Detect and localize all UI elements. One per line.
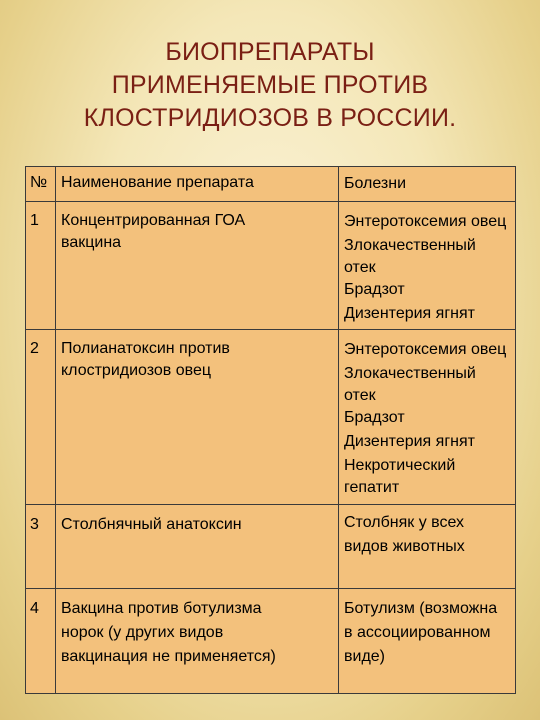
diseases-list (339, 202, 516, 330)
name-line: Столбнячный анатоксин (61, 516, 242, 533)
diseases-list (339, 505, 516, 589)
row-number: 1 (26, 202, 56, 330)
table-row (26, 589, 516, 694)
disease-line: Столбняк у всех (344, 514, 465, 531)
slide-title-line-2: ПРИМЕНЯЕМЫЕ ПРОТИВ (111, 71, 429, 99)
slide-title-line-3: КЛОСТРИДИОЗОВ В РОССИИ. (83, 104, 457, 132)
disease-line: Брадзот (344, 281, 405, 298)
preparation-name (56, 330, 339, 505)
preparation-name (56, 505, 339, 589)
disease-line: Энтеротоксемия овец (344, 213, 507, 230)
disease-line: Злокачественный (344, 237, 476, 254)
preparation-name (56, 589, 339, 694)
name-line: Полианатоксин против (61, 340, 230, 357)
table-row (26, 505, 516, 589)
disease-line: Некротический (344, 457, 456, 474)
disease-line: отек (344, 387, 376, 404)
slide-title-line-1: БИОПРЕПАРАТЫ (165, 38, 375, 66)
diseases-list (339, 589, 516, 694)
name-line: вакцина (61, 234, 122, 251)
table-row (26, 202, 516, 330)
row-number: 4 (26, 589, 56, 694)
diseases-list (339, 330, 516, 505)
header-number: № (26, 167, 56, 202)
disease-line: Злокачественный (344, 365, 476, 382)
header-name: Наименование препарата (56, 167, 339, 202)
name-line: Вакцина против ботулизма (61, 600, 262, 617)
table-row (26, 330, 516, 505)
name-line: клостридиозов овец (61, 362, 212, 379)
disease-line: Дизентерия ягнят (344, 305, 475, 322)
disease-line: гепатит (344, 479, 400, 496)
disease-line: отек (344, 259, 376, 276)
disease-line: видов животных (344, 538, 465, 555)
row-number: 2 (26, 330, 56, 505)
name-line: вакцинация не применяется) (61, 648, 276, 665)
disease-line: Дизентерия ягнят (344, 433, 475, 450)
preparation-name (56, 202, 339, 330)
disease-line: Брадзот (344, 409, 405, 426)
row-number: 3 (26, 505, 56, 589)
header-diseases: Болезни (339, 167, 516, 202)
disease-line: Энтеротоксемия овец (344, 341, 507, 358)
disease-line: Ботулизм (возможна (344, 600, 498, 617)
table-header-row (26, 167, 516, 202)
disease-line: виде) (344, 648, 385, 665)
slide-title (0, 36, 540, 135)
name-line: норок (у других видов (61, 624, 224, 641)
disease-line: в ассоциированном (344, 624, 491, 641)
name-line: Концентрированная ГОА (61, 212, 246, 229)
biopreparations-table (25, 166, 516, 694)
